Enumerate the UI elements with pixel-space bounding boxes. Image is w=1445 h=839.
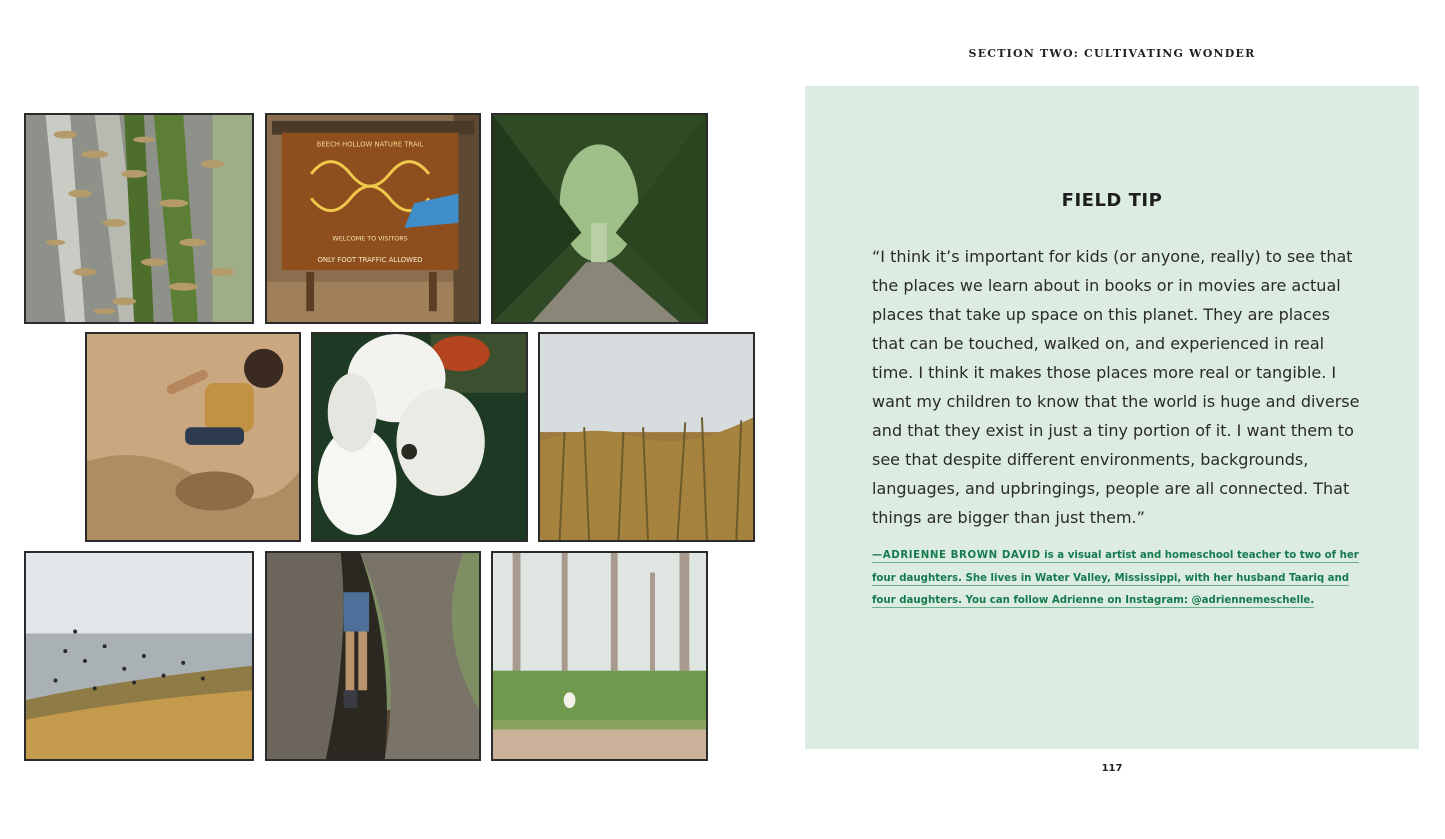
author-credit bbox=[872, 545, 1362, 613]
photo-beach-birds bbox=[24, 551, 254, 761]
sign-foot-traffic: ONLY FOOT TRAFFIC ALLOWED bbox=[317, 256, 423, 265]
photo-magnolia-flower bbox=[311, 332, 528, 542]
sign-title: BEECH HOLLOW NATURE TRAIL bbox=[316, 140, 424, 149]
author-credit-text: is a visual artist and homeschool teacher to two of her four daughters. She lives in Water Valley, Mississippi, with her husband Taariq and four daughters. You can follow Adrienne on Instagram: @adriennemeschelle. bbox=[872, 550, 1359, 606]
page-number: 117 bbox=[1101, 763, 1123, 774]
author-credit-name: —ADRIENNE BROWN DAVID bbox=[872, 550, 1041, 561]
photo-trail-sign bbox=[265, 113, 481, 324]
field-tip-title: FIELD TIP bbox=[1061, 190, 1163, 211]
photo-child-digging bbox=[85, 332, 301, 542]
sign-welcome: WELCOME TO VISITORS bbox=[332, 234, 408, 243]
field-tip-quote: “I think it’s important for kids (or anyone, really) to see that the places we learn about in books or in movies are actual places that take up space on this planet. They are places that can be touched, walked on, and experienced in real time. I think it makes those places more real or tangible. I want my children to know that the world is huge and diverse and that they exist in just a tiny portion of it. I want them to see that despite different environments, backgrounds, languages, and upbringings, people are all connected. That things are bigger than just them.” bbox=[872, 247, 1360, 527]
photo-forest-path bbox=[491, 113, 708, 324]
photo-tall-grass bbox=[538, 332, 755, 542]
photo-child-in-tree bbox=[265, 551, 481, 761]
field-tip-box bbox=[805, 86, 1419, 749]
photo-tree-fungus bbox=[24, 113, 254, 324]
photo-misty-woods bbox=[491, 551, 708, 761]
section-header: SECTION TWO: CULTIVATING WONDER bbox=[968, 47, 1256, 60]
